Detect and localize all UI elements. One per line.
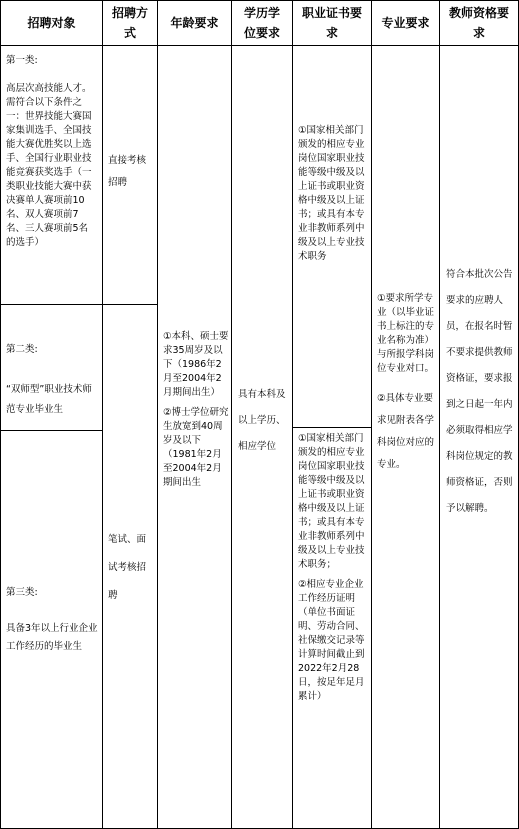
major-requirement: ①要求所学专业（以毕业证书上标注的专业名称为准）与所报学科岗位专业对口。 ②具体专业要求见附表各学科岗位对应的专业。	[377, 293, 435, 470]
column-divider	[231, 0, 232, 829]
column-divider	[439, 0, 440, 829]
header-education: 学历学 位要求	[243, 6, 280, 40]
header-target: 招聘对象	[27, 16, 76, 30]
header-teacher-cert: 教师资格要 求	[448, 6, 509, 40]
header-certificate: 职业证书要 求	[301, 6, 362, 40]
method-direct: 直接考核招聘	[108, 155, 147, 188]
column-divider	[102, 0, 103, 829]
certificate-requirement-2: ①国家相关部门颁发的相应专业岗位国家职业技能等级中级及以上证书或职业资格中级及以上证书；或具有本专业非教师系列中级及以上专业技术职务； ②相应专业企业工作经历证明（单位书面证明、劳动合同、社保缴交记录等计算时间截止到2022年2月28日，按足年足月累计）	[298, 433, 365, 702]
column-divider	[157, 0, 158, 829]
column-divider	[292, 0, 293, 829]
certificate-requirement-1: ①国家相关部门颁发的相应专业岗位国家职业技能等级中级及以上证书或职业资格中级及以上证书；或具有本专业非教师系列中级及以上专业技术职务	[298, 125, 365, 262]
row-divider	[292, 427, 372, 428]
age-requirement: ①本科、硕士要求35周岁及以下（1986年2月至2004年2月期间出生） ②博士学位研究生放宽到40周岁及以下（1981年2月至2004年2月期间出生	[163, 331, 229, 488]
header-method: 招聘方 式	[111, 6, 148, 40]
header-major: 专业要求	[381, 16, 430, 30]
education-requirement: 具有本科及以上学历、相应学位	[238, 389, 286, 452]
header-age: 年龄要求	[170, 16, 219, 30]
target-category-2: 第二类: “双师型”职业技术师范专业毕业生	[6, 344, 92, 415]
table-border-left	[0, 0, 1, 829]
teacher-cert-requirement: 符合本批次公告要求的应聘人员，在报名时暂不要求提供教师资格证，要求报到之日起一年内必须取得相应学科岗位规定的教师资格证，否则予以解聘。	[446, 269, 513, 514]
target-category-1: 第一类: 高层次高技能人才。需符合以下条件之一：世界技能大赛国家集训选手、全国技能大赛优胜奖以上选手、全国行业职业技能竞赛获奖选手（一类职业技能大赛中获决赛单人赛项前10名、双人赛项前7名、三人赛项前5名的选手）	[6, 55, 92, 248]
method-exam: 笔试、面试考核招聘	[108, 534, 147, 601]
row-divider	[0, 430, 103, 431]
column-divider	[371, 0, 372, 829]
row-divider	[0, 304, 157, 305]
header-divider	[0, 45, 519, 46]
target-category-3: 第三类: 具备3年以上行业企业工作经历的毕业生	[6, 587, 98, 652]
